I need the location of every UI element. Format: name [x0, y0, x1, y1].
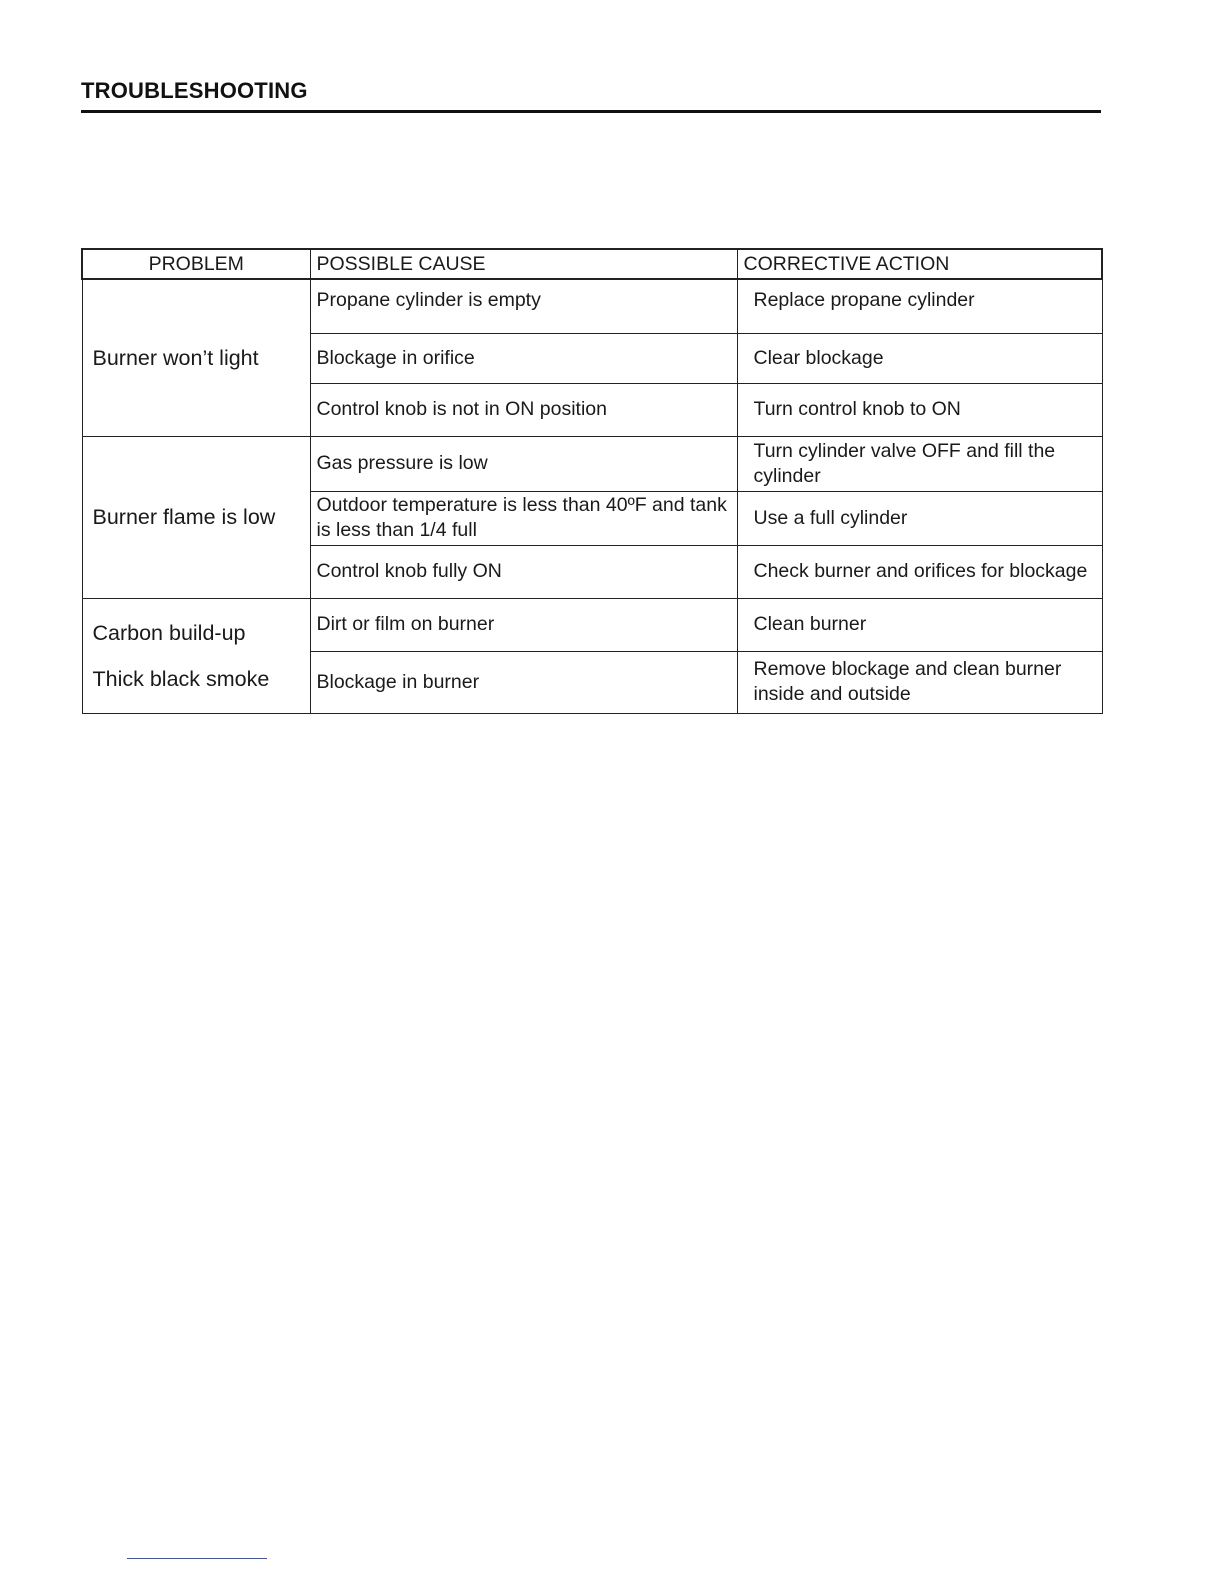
action-cell: Turn control knob to ON	[737, 383, 1102, 436]
header-possible-cause: POSSIBLE CAUSE	[310, 249, 737, 279]
cause-cell: Blockage in burner	[310, 651, 737, 713]
problem-label: Carbon build-up	[92, 620, 246, 645]
action-cell: Clean burner	[737, 598, 1102, 651]
problem-label: Burner won’t light	[92, 345, 259, 370]
action-cell: Remove blockage and clean burner inside and outside	[737, 651, 1102, 713]
table-row	[82, 598, 1102, 651]
header-problem: PROBLEM	[82, 249, 310, 279]
action-cell: Check burner and orifices for blockage	[737, 545, 1102, 598]
action-cell: Clear blockage	[737, 333, 1102, 383]
cause-cell: Dirt or film on burner	[310, 598, 737, 651]
problem-label: Burner flame is low	[92, 505, 276, 529]
table-row	[82, 279, 1102, 333]
problem-cell	[82, 598, 310, 713]
title-divider	[81, 110, 1101, 113]
cause-cell: Control knob fully ON	[310, 545, 737, 598]
cause-cell: Outdoor temperature is less than 40ºF and tank is less than 1/4 full	[310, 491, 737, 545]
action-cell: Use a full cylinder	[737, 491, 1102, 545]
header-corrective-action: CORRECTIVE ACTION	[737, 249, 1102, 279]
problem-cell	[82, 279, 310, 436]
cause-cell: Blockage in orifice	[310, 333, 737, 383]
cause-cell: Gas pressure is low	[310, 436, 737, 491]
footer-link-underline	[127, 1558, 267, 1559]
table-row	[82, 436, 1102, 491]
troubleshooting-table	[81, 248, 1103, 714]
action-cell: Turn cylinder valve OFF and fill the cylinder	[737, 436, 1102, 491]
cause-cell: Control knob is not in ON position	[310, 383, 737, 436]
cause-cell: Propane cylinder is empty	[310, 279, 737, 333]
page-title: TROUBLESHOOTING	[81, 78, 308, 103]
problem-cell	[82, 436, 310, 598]
action-cell: Replace propane cylinder	[737, 279, 1102, 333]
table-header-row	[82, 249, 1102, 279]
problem-label: Thick black smoke	[92, 666, 270, 691]
